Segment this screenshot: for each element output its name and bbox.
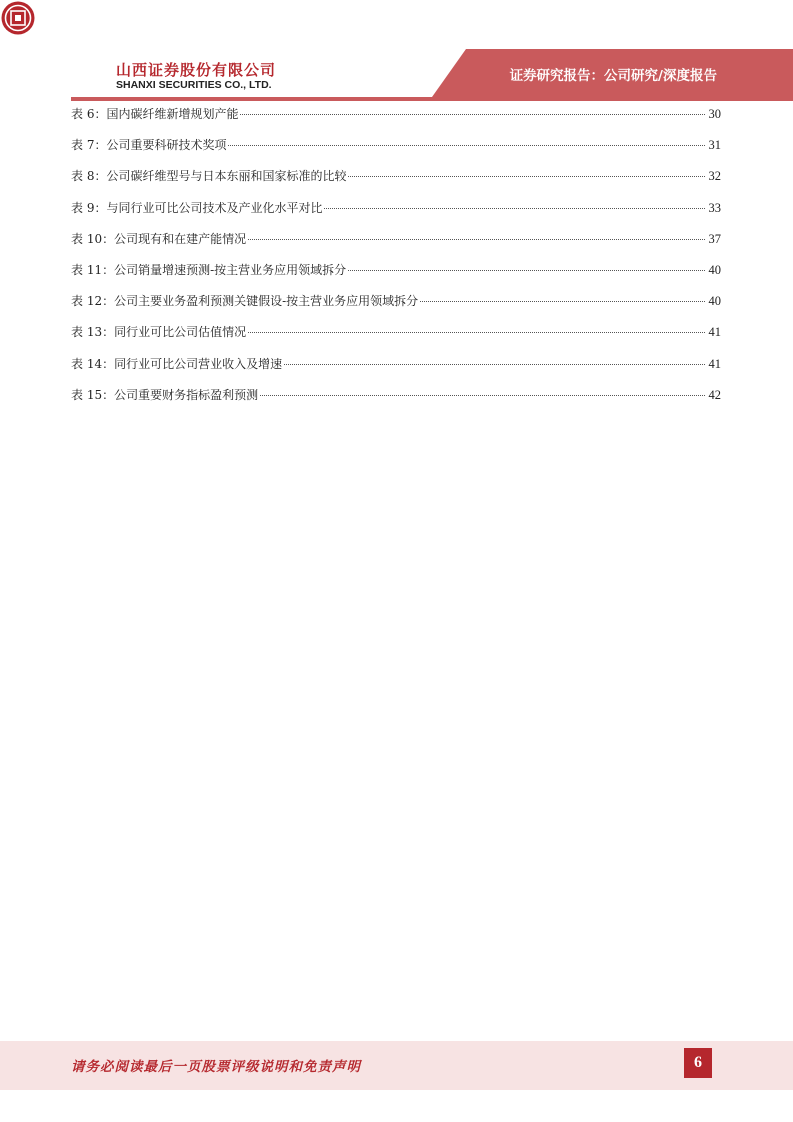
toc-entry-page: 31 — [708, 138, 721, 153]
toc-entry-page: 40 — [708, 262, 721, 277]
toc-entry[interactable] — [71, 105, 721, 136]
toc-entry-label: 表 14：同行业可比公司营业收入及增速 — [71, 356, 283, 371]
toc-entry-label: 表 8：公司碳纤维型号与日本东丽和国家标准的比较 — [71, 169, 347, 184]
report-type-label: 证券研究报告：公司研究/深度报告 — [509, 68, 717, 84]
toc-leader-dots — [240, 113, 705, 115]
toc-entry[interactable] — [71, 261, 721, 292]
toc-entry-page: 41 — [708, 325, 721, 340]
toc-leader-dots — [324, 207, 705, 209]
toc-entry-label: 表 6：国内碳纤维新增规划产能 — [71, 107, 239, 121]
toc-entry[interactable] — [71, 167, 721, 198]
toc-leader-dots — [260, 394, 705, 396]
toc-entry-page: 42 — [708, 387, 721, 402]
toc-entry[interactable] — [71, 355, 721, 386]
toc-leader-dots — [348, 269, 705, 271]
page-header — [0, 0, 793, 104]
toc-entry[interactable] — [71, 136, 721, 167]
company-name-en: SHANXI SECURITIES CO., LTD. — [116, 79, 272, 91]
toc-entry-page: 41 — [708, 356, 721, 371]
toc-entry-page: 37 — [708, 231, 721, 246]
header-rule — [71, 97, 793, 101]
toc-entry-label: 表 12：公司主要业务盈利预测关键假设-按主营业务应用领域拆分 — [71, 294, 419, 309]
toc-entry-label: 表 7：公司重要科研技术奖项 — [71, 138, 227, 153]
toc-entry[interactable] — [71, 292, 721, 323]
table-of-tables — [71, 105, 721, 417]
toc-entry-label: 表 15：公司重要财务指标盈利预测 — [71, 387, 259, 402]
footer-disclaimer: 请务必阅读最后一页股票评级说明和免责声明 — [71, 1059, 361, 1075]
company-logo-icon — [0, 0, 36, 36]
toc-leader-dots — [248, 331, 705, 333]
company-name-cn: 山西证券股份有限公司 — [116, 61, 277, 79]
toc-leader-dots — [284, 363, 705, 365]
toc-entry[interactable] — [71, 230, 721, 261]
toc-entry-label: 表 13：同行业可比公司估值情况 — [71, 325, 247, 340]
toc-leader-dots — [348, 175, 705, 177]
toc-entry-page: 32 — [708, 169, 721, 184]
toc-entry-page: 40 — [708, 294, 721, 309]
toc-entry-label: 表 11：公司销量增速预测-按主营业务应用领域拆分 — [71, 262, 347, 277]
page-number: 6 — [684, 1048, 712, 1078]
toc-leader-dots — [420, 300, 705, 302]
toc-leader-dots — [228, 144, 705, 146]
toc-entry-label: 表 9：与同行业可比公司技术及产业化水平对比 — [71, 200, 323, 215]
toc-entry-page: 30 — [708, 107, 721, 121]
page-footer — [0, 1041, 793, 1090]
toc-entry-label: 表 10：公司现有和在建产能情况 — [71, 231, 247, 246]
toc-entry[interactable] — [71, 199, 721, 230]
toc-entry[interactable] — [71, 323, 721, 354]
toc-entry[interactable] — [71, 386, 721, 417]
toc-entry-page: 33 — [708, 200, 721, 215]
toc-leader-dots — [248, 238, 705, 240]
